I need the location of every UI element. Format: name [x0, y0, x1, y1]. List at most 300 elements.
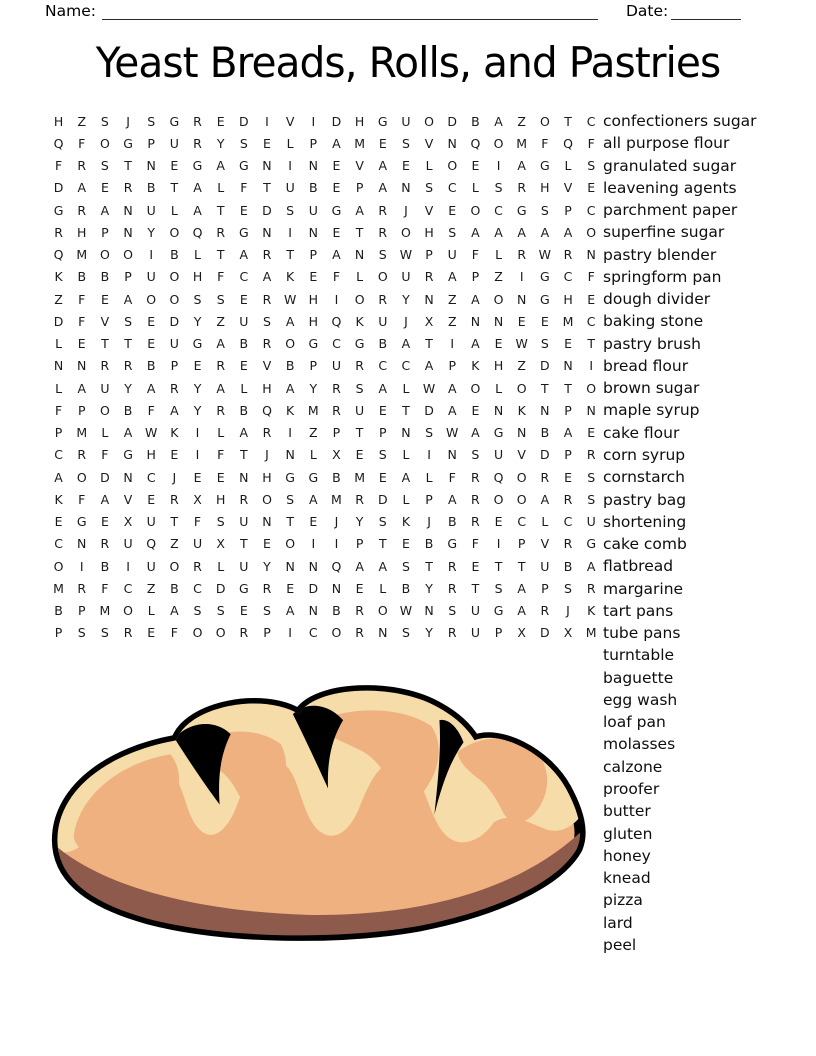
- grid-letter: O: [516, 469, 527, 485]
- grid-letter: K: [471, 358, 480, 374]
- grid-letter: S: [193, 291, 202, 307]
- grid-letter: T: [564, 380, 572, 396]
- grid-letter: S: [263, 313, 271, 329]
- grid-letter: E: [587, 291, 596, 307]
- grid-letter: U: [355, 402, 365, 418]
- grid-letter: A: [494, 224, 503, 240]
- grid-letter: A: [285, 380, 295, 396]
- grid-letter: N: [285, 558, 295, 574]
- grid-letter: Y: [425, 625, 433, 641]
- grid-letter: I: [427, 447, 431, 463]
- grid-letter: C: [563, 514, 573, 530]
- grid-letter: B: [170, 580, 179, 596]
- grid-letter: H: [192, 269, 203, 285]
- grid-letter: E: [263, 536, 271, 552]
- grid-letter: N: [146, 158, 156, 174]
- grid-letter: U: [308, 202, 318, 218]
- grid-letter: G: [493, 425, 504, 441]
- grid-letter: R: [193, 558, 202, 574]
- grid-letter: C: [586, 202, 596, 218]
- grid-letter: Z: [447, 313, 457, 329]
- grid-letter: E: [332, 158, 341, 174]
- grid-letter: E: [564, 469, 572, 485]
- grid-letter: A: [540, 491, 550, 507]
- grid-letter: L: [471, 180, 479, 196]
- word-list-item: proofer: [603, 779, 660, 798]
- grid-letter: E: [494, 514, 503, 530]
- grid-letter: P: [355, 536, 364, 552]
- grid-letter: T: [263, 180, 271, 196]
- word-list-item: cornstarch: [603, 468, 685, 487]
- grid-letter: L: [217, 180, 225, 196]
- grid-letter: E: [216, 113, 225, 129]
- grid-letter: S: [100, 158, 109, 174]
- grid-letter: X: [563, 625, 573, 641]
- grid-letter: J: [404, 202, 408, 218]
- grid-letter: B: [146, 358, 156, 374]
- grid-letter: E: [564, 336, 572, 352]
- grid-letter: C: [586, 313, 596, 329]
- grid-letter: P: [448, 358, 456, 374]
- grid-letter: R: [77, 447, 87, 463]
- grid-letter: I: [288, 224, 292, 240]
- grid-letter: R: [262, 580, 272, 596]
- grid-letter: O: [99, 402, 110, 418]
- grid-letter: E: [147, 336, 156, 352]
- grid-letter: B: [239, 336, 249, 352]
- grid-letter: I: [589, 358, 594, 374]
- grid-letter: Q: [331, 313, 342, 329]
- grid-letter: P: [494, 625, 503, 641]
- grid-letter: L: [194, 247, 201, 263]
- grid-letter: A: [77, 380, 87, 396]
- grid-letter: X: [332, 447, 341, 463]
- grid-letter: E: [77, 336, 86, 352]
- grid-letter: H: [540, 180, 550, 196]
- grid-letter: R: [123, 358, 133, 374]
- word-list-item: maple syrup: [603, 401, 700, 420]
- grid-letter: N: [493, 313, 504, 329]
- grid-row: [47, 377, 603, 399]
- grid-letter: W: [515, 336, 528, 352]
- grid-letter: A: [54, 469, 63, 485]
- grid-letter: T: [425, 558, 433, 574]
- grid-letter: F: [78, 291, 86, 307]
- grid-letter: Z: [146, 580, 156, 596]
- grid-letter: Z: [517, 358, 526, 374]
- grid-letter: S: [448, 224, 457, 240]
- grid-letter: G: [586, 536, 597, 552]
- grid-letter: G: [308, 336, 319, 352]
- grid-letter: J: [566, 603, 570, 619]
- grid-letter: R: [239, 491, 249, 507]
- grid-letter: J: [427, 514, 431, 530]
- date-input-line[interactable]: [671, 2, 741, 20]
- grid-letter: Q: [563, 135, 573, 151]
- grid-letter: Y: [355, 514, 364, 530]
- grid-letter: A: [378, 380, 388, 396]
- grid-letter: A: [401, 336, 411, 352]
- grid-row: [47, 266, 603, 288]
- grid-letter: R: [262, 247, 272, 263]
- grid-letter: U: [447, 247, 457, 263]
- grid-letter: G: [540, 269, 550, 285]
- grid-letter: O: [470, 380, 481, 396]
- grid-letter: F: [54, 158, 63, 174]
- grid-letter: N: [447, 447, 457, 463]
- grid-letter: T: [101, 336, 109, 352]
- grid-row: [47, 333, 603, 355]
- grid-letter: S: [425, 180, 434, 196]
- grid-letter: W: [538, 247, 552, 263]
- grid-letter: U: [239, 558, 249, 574]
- word-list-item: honey: [603, 846, 651, 865]
- grid-letter: A: [193, 202, 202, 218]
- grid-letter: M: [562, 313, 574, 329]
- grid-row: [47, 622, 603, 644]
- grid-letter: F: [78, 491, 86, 507]
- grid-letter: S: [286, 491, 295, 507]
- grid-letter: F: [170, 625, 178, 641]
- grid-letter: B: [77, 269, 87, 285]
- grid-letter: U: [401, 269, 411, 285]
- grid-row: [47, 399, 603, 421]
- word-list-item: confectioners sugar: [603, 112, 757, 130]
- grid-letter: M: [354, 469, 365, 485]
- grid-letter: D: [540, 625, 550, 641]
- grid-letter: R: [447, 580, 457, 596]
- grid-letter: A: [447, 269, 457, 285]
- grid-letter: U: [470, 625, 480, 641]
- grid-letter: P: [170, 358, 179, 374]
- grid-letter: R: [332, 402, 341, 418]
- grid-letter: E: [54, 514, 63, 530]
- grid-letter: T: [541, 380, 549, 396]
- grid-letter: R: [123, 180, 133, 196]
- grid-letter: A: [447, 380, 457, 396]
- grid-row: [47, 288, 603, 310]
- grid-letter: A: [332, 135, 341, 151]
- grid-letter: Y: [425, 580, 433, 596]
- grid-letter: Q: [470, 135, 481, 151]
- grid-letter: D: [53, 180, 64, 196]
- grid-letter: X: [123, 514, 133, 530]
- grid-letter: F: [78, 135, 86, 151]
- grid-letter: T: [286, 247, 294, 263]
- grid-row: [47, 600, 603, 622]
- grid-letter: K: [286, 269, 295, 285]
- grid-letter: N: [401, 180, 411, 196]
- grid-letter: R: [193, 113, 202, 129]
- grid-letter: R: [262, 336, 272, 352]
- grid-row: [47, 355, 603, 377]
- grid-letter: L: [402, 380, 410, 396]
- grid-letter: O: [192, 625, 203, 641]
- grid-letter: P: [564, 447, 572, 463]
- word-list-item: pastry bag: [603, 490, 687, 509]
- grid-row: [47, 177, 603, 199]
- grid-letter: O: [377, 603, 388, 619]
- grid-letter: G: [76, 514, 87, 530]
- grid-letter: A: [216, 336, 225, 352]
- grid-letter: A: [517, 224, 526, 240]
- word-list-item: calzone: [603, 757, 663, 776]
- grid-letter: G: [308, 469, 319, 485]
- grid-letter: S: [494, 180, 503, 196]
- grid-letter: P: [517, 536, 526, 552]
- name-input-line[interactable]: [102, 2, 598, 20]
- grid-letter: E: [517, 313, 526, 329]
- grid-letter: J: [172, 469, 177, 485]
- grid-letter: H: [146, 447, 156, 463]
- grid-letter: A: [540, 224, 550, 240]
- grid-letter: A: [471, 336, 480, 352]
- grid-letter: M: [516, 135, 528, 151]
- grid-letter: G: [53, 202, 64, 218]
- grid-letter: I: [496, 536, 501, 552]
- grid-letter: K: [355, 313, 364, 329]
- grid-letter: S: [193, 603, 202, 619]
- grid-letter: I: [79, 558, 84, 574]
- grid-letter: F: [101, 580, 109, 596]
- grid-letter: U: [540, 558, 550, 574]
- grid-letter: B: [563, 558, 573, 574]
- grid-letter: V: [563, 180, 573, 196]
- grid-letter: O: [401, 224, 411, 240]
- grid-letter: A: [332, 247, 341, 263]
- grid-letter: I: [195, 447, 200, 463]
- grid-letter: E: [309, 269, 318, 285]
- grid-letter: C: [586, 113, 596, 129]
- grid-letter: V: [517, 447, 526, 463]
- grid-letter: N: [285, 447, 295, 463]
- grid-letter: D: [100, 469, 110, 485]
- grid-letter: H: [262, 469, 272, 485]
- grid-letter: S: [263, 603, 271, 619]
- grid-letter: U: [169, 336, 179, 352]
- word-list-item: gluten: [603, 824, 653, 843]
- grid-letter: F: [101, 447, 109, 463]
- grid-letter: V: [123, 491, 133, 507]
- grid-letter: Z: [309, 425, 318, 441]
- grid-letter: L: [101, 425, 109, 441]
- grid-letter: P: [101, 224, 109, 240]
- grid-letter: N: [308, 558, 318, 574]
- grid-letter: O: [285, 536, 296, 552]
- grid-letter: O: [377, 269, 388, 285]
- grid-letter: E: [100, 180, 109, 196]
- word-list-item: shortening: [603, 512, 687, 531]
- grid-letter: O: [146, 291, 157, 307]
- grid-letter: R: [563, 247, 573, 263]
- grid-letter: T: [425, 336, 433, 352]
- grid-letter: A: [262, 269, 272, 285]
- grid-letter: E: [239, 202, 248, 218]
- grid-letter: L: [240, 380, 248, 396]
- grid-letter: P: [263, 625, 271, 641]
- word-search-grid: [47, 110, 603, 644]
- grid-letter: W: [446, 425, 459, 441]
- grid-letter: C: [308, 625, 318, 641]
- grid-letter: I: [334, 536, 339, 552]
- grid-letter: N: [470, 313, 481, 329]
- grid-letter: L: [217, 425, 225, 441]
- grid-letter: E: [355, 580, 364, 596]
- grid-letter: L: [402, 491, 410, 507]
- grid-letter: O: [169, 558, 180, 574]
- grid-letter: T: [216, 202, 225, 218]
- word-list-item: brown sugar: [603, 379, 700, 398]
- grid-letter: B: [239, 402, 249, 418]
- grid-letter: Z: [216, 313, 225, 329]
- grid-letter: T: [355, 224, 364, 240]
- grid-letter: V: [424, 202, 434, 218]
- word-list-item: leavening agents: [603, 178, 737, 197]
- grid-letter: C: [494, 202, 503, 218]
- grid-letter: S: [378, 514, 387, 530]
- grid-letter: O: [99, 135, 110, 151]
- grid-letter: I: [149, 247, 154, 263]
- grid-letter: A: [563, 224, 573, 240]
- grid-letter: G: [123, 447, 133, 463]
- grid-letter: A: [378, 558, 388, 574]
- grid-letter: U: [146, 202, 156, 218]
- grid-letter: U: [239, 514, 249, 530]
- grid-letter: L: [495, 380, 503, 396]
- grid-letter: D: [53, 313, 64, 329]
- grid-row: [47, 199, 603, 221]
- grid-letter: U: [401, 113, 411, 129]
- grid-letter: G: [169, 113, 180, 129]
- grid-letter: E: [309, 514, 318, 530]
- grid-letter: N: [308, 224, 318, 240]
- grid-letter: F: [587, 269, 595, 285]
- grid-letter: N: [123, 224, 133, 240]
- grid-letter: M: [585, 625, 597, 641]
- grid-letter: X: [193, 491, 202, 507]
- grid-letter: T: [402, 402, 410, 418]
- grid-letter: L: [217, 558, 225, 574]
- grid-letter: N: [493, 402, 504, 418]
- grid-letter: E: [587, 180, 596, 196]
- grid-letter: T: [240, 447, 248, 463]
- grid-letter: B: [540, 425, 550, 441]
- word-list-item: superfine sugar: [603, 223, 725, 242]
- grid-letter: G: [238, 224, 249, 240]
- grid-letter: D: [169, 313, 180, 329]
- grid-letter: B: [424, 536, 434, 552]
- grid-letter: N: [262, 514, 272, 530]
- grid-letter: Z: [447, 291, 457, 307]
- grid-row: [47, 444, 603, 466]
- grid-letter: G: [447, 536, 458, 552]
- grid-letter: J: [126, 113, 130, 129]
- word-list: [603, 110, 793, 956]
- grid-letter: P: [471, 269, 480, 285]
- grid-letter: P: [425, 247, 433, 263]
- grid-letter: Z: [77, 113, 87, 129]
- grid-letter: Y: [402, 291, 410, 307]
- grid-letter: S: [378, 447, 387, 463]
- grid-letter: T: [124, 158, 132, 174]
- word-list-item: knead: [603, 869, 651, 888]
- grid-letter: S: [425, 425, 434, 441]
- grid-letter: A: [517, 158, 526, 174]
- grid-letter: E: [471, 158, 480, 174]
- grid-letter: I: [450, 336, 455, 352]
- grid-letter: C: [563, 269, 573, 285]
- grid-letter: G: [516, 202, 527, 218]
- grid-letter: N: [123, 202, 133, 218]
- grid-letter: W: [145, 425, 158, 441]
- grid-letter: E: [332, 224, 341, 240]
- grid-letter: F: [332, 269, 341, 285]
- grid-letter: E: [100, 291, 109, 307]
- grid-letter: R: [193, 135, 202, 151]
- grid-letter: L: [402, 447, 410, 463]
- grid-letter: S: [216, 514, 225, 530]
- grid-letter: K: [286, 402, 295, 418]
- grid-letter: A: [170, 603, 179, 619]
- grid-letter: N: [424, 291, 434, 307]
- grid-letter: O: [493, 491, 504, 507]
- grid-letter: B: [332, 603, 341, 619]
- grid-row: [47, 244, 603, 266]
- grid-letter: G: [331, 202, 342, 218]
- grid-letter: Q: [192, 224, 203, 240]
- grid-letter: R: [262, 425, 272, 441]
- grid-letter: B: [170, 247, 179, 263]
- grid-letter: B: [100, 558, 110, 574]
- grid-letter: U: [146, 558, 156, 574]
- grid-letter: E: [239, 603, 248, 619]
- grid-letter: E: [147, 313, 156, 329]
- word-list-item: dough divider: [603, 290, 711, 309]
- grid-letter: E: [401, 158, 410, 174]
- grid-letter: G: [238, 580, 249, 596]
- bread-loaf-svg: [46, 678, 590, 950]
- word-list-item: egg wash: [603, 690, 678, 709]
- grid-letter: M: [53, 580, 64, 596]
- grid-letter: R: [216, 358, 226, 374]
- grid-letter: S: [77, 625, 86, 641]
- grid-letter: D: [540, 447, 550, 463]
- grid-letter: C: [54, 447, 63, 463]
- grid-row: [47, 511, 603, 533]
- grid-letter: T: [378, 536, 387, 552]
- grid-letter: E: [378, 469, 387, 485]
- grid-letter: L: [170, 202, 178, 218]
- grid-row: [47, 422, 603, 444]
- grid-letter: A: [424, 358, 434, 374]
- grid-letter: R: [540, 469, 550, 485]
- grid-letter: O: [586, 380, 597, 396]
- grid-letter: E: [378, 135, 387, 151]
- grid-letter: C: [447, 180, 457, 196]
- word-list-item: all purpose flour: [603, 134, 730, 153]
- grid-letter: R: [216, 402, 226, 418]
- grid-letter: H: [77, 224, 87, 240]
- grid-letter: N: [401, 425, 411, 441]
- grid-letter: N: [540, 402, 550, 418]
- grid-row: [47, 310, 603, 332]
- word-list-item: cake flour: [603, 423, 680, 442]
- grid-letter: I: [496, 158, 501, 174]
- grid-letter: O: [123, 247, 133, 263]
- grid-letter: C: [401, 358, 411, 374]
- grid-letter: S: [100, 113, 109, 129]
- grid-letter: M: [354, 135, 365, 151]
